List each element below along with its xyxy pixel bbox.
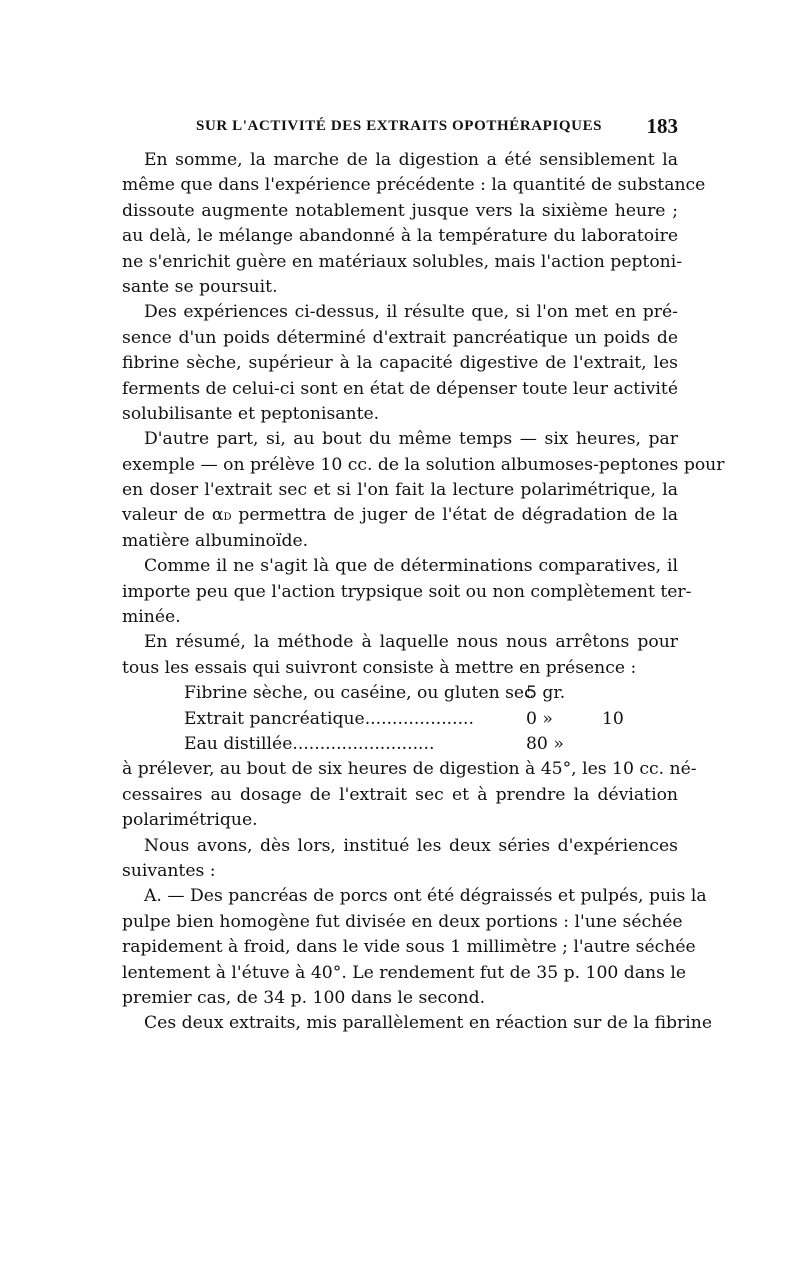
running-title: SUR L'ACTIVITÉ DES EXTRAITS OPOTHÉRAPIQUES <box>196 118 603 134</box>
recipe-qty: 80 » <box>526 733 564 754</box>
text-line: dissoute augmente notablement jusque vers la sixième heure ; <box>122 200 678 221</box>
text-line: suivantes : <box>122 860 216 881</box>
text-line: minée. <box>122 607 181 628</box>
text-line: polarimétrique. <box>122 810 258 831</box>
alpha-line-before: valeur de <box>122 505 212 526</box>
text-line: sence d'un poids déterminé d'extrait pancréatique un poids de <box>122 327 678 348</box>
recipe-label: Extrait pancréatique.................... <box>184 708 474 729</box>
recipe-qty: 0 » <box>526 708 553 729</box>
body-text <box>122 148 725 1037</box>
text-line: ne s'enrichit guère en matériaux solubles, mais l'action peptoni- <box>122 251 683 272</box>
text-line: En somme, la marche de la digestion a été sensiblement la <box>144 150 678 170</box>
text-line: ferments de celui-ci sont en état de dépenser toute leur activité <box>122 378 678 399</box>
recipe-qty: 5 gr. <box>526 683 566 704</box>
text-line: à prélever, au bout de six heures de digestion à 45°, les 10 cc. né- <box>122 759 697 780</box>
text-line: D'autre part, si, au bout du même temps — six heures, par <box>144 429 678 450</box>
text-line: importe peu que l'action trypsique soit ou non complètement ter- <box>122 581 692 602</box>
text-line: sante se poursuit. <box>122 276 278 297</box>
text-line: matière albuminoïde. <box>122 530 309 551</box>
recipe-row <box>122 681 678 706</box>
text-line: pulpe bien homogène fut divisée en deux portions : l'une séchée <box>122 911 683 932</box>
text-line: En résumé, la méthode à laquelle nous nous arrêtons pour <box>144 632 678 653</box>
text-line: rapidement à froid, dans le vide sous 1 millimètre ; l'autre séchée <box>122 937 696 958</box>
page-number: 183 <box>646 114 678 138</box>
text-line: même que dans l'expérience précédente : la quantité de substance <box>122 175 706 196</box>
page-header <box>196 116 678 142</box>
text-line: cessaires au dosage de l'extrait sec et à prendre la déviation <box>122 784 678 805</box>
text-line: Des expériences ci-dessus, il résulte que, si l'on met en pré- <box>144 302 678 323</box>
text-line: au delà, le mélange abandonné à la température du laboratoire <box>122 226 678 247</box>
alpha-line <box>122 503 678 528</box>
recipe-label: Fibrine sèche, ou caséine, ou gluten sec <box>184 683 534 704</box>
recipe-row <box>122 732 678 757</box>
text-line: fibrine sèche, supérieur à la capacité digestive de l'extrait, les <box>122 353 678 374</box>
text-line: A. — Des pancréas de porcs ont été dégraissés et pulpés, puis la <box>144 886 707 907</box>
text-line: exemple — on prélève 10 cc. de la solution albumoses-peptones pour <box>122 454 725 475</box>
text-line: premier cas, de 34 p. 100 dans le second. <box>122 987 486 1008</box>
text-line: lentement à l'étuve à 40°. Le rendement fut de 35 p. 100 dans le <box>122 962 687 983</box>
text-line: solubilisante et peptonisante. <box>122 403 380 424</box>
text-line: Ces deux extraits, mis parallèlement en réaction sur de la fibrine <box>144 1013 713 1034</box>
alpha-line-after: permettra de juger de l'état de dégradation de la <box>231 505 678 526</box>
recipe-label: Eau distillée.......................... <box>184 733 435 754</box>
text-line: Comme il ne s'agit là que de déterminations comparatives, il <box>144 556 678 577</box>
text-line: tous les essais qui suivront consiste à mettre en présence : <box>122 657 637 678</box>
recipe-extra: 10 <box>602 708 624 729</box>
alpha-symbol: α <box>211 505 224 526</box>
text-line: Nous avons, dès lors, institué les deux séries d'expériences <box>144 835 678 856</box>
text-line: en doser l'extrait sec et si l'on fait la lecture polarimétrique, la <box>122 480 678 501</box>
alpha-subscript: D <box>223 512 232 524</box>
recipe-row <box>122 707 678 732</box>
